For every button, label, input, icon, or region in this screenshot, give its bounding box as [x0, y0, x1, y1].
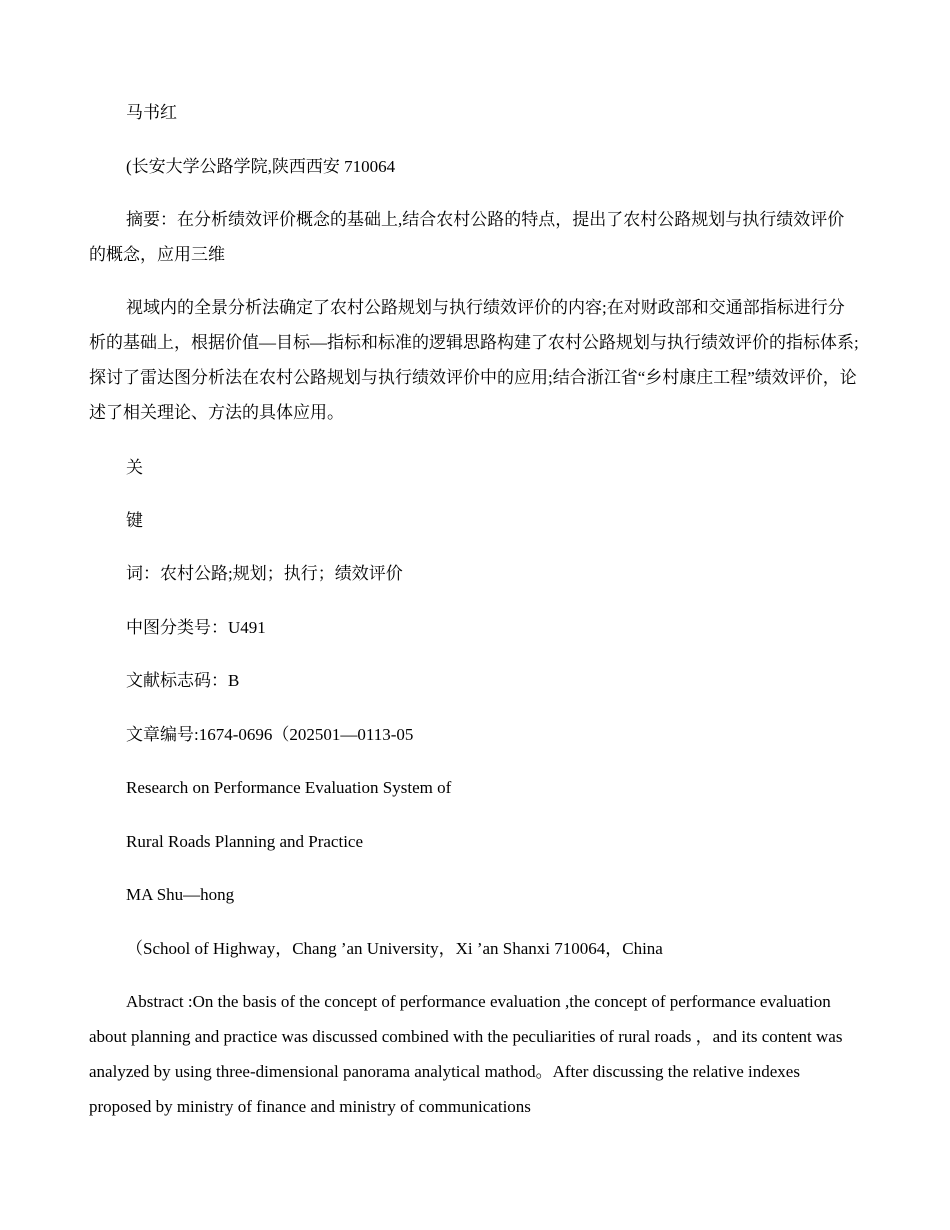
keywords-fragment-1: 关 [126, 458, 143, 477]
abstract-cn-part1: 摘要：在分析绩效评价概念的基础上,结合农村公路的特点，提出了农村公路规划与执行绩效评价的概念，应用三维 [89, 210, 845, 264]
affiliation-en: （School of Highway，Chang ’an University，Xi ’an Shanxi 710064，China [126, 939, 663, 958]
affiliation-cn: (长安大学公路学院,陕西西安 710064 [126, 157, 396, 176]
article-id: 文章编号:1674-0696（202501—0113-05 [126, 725, 414, 744]
abstract-cn-part2: 视域内的全景分析法确定了农村公路规划与执行绩效评价的内容;在对财政部和交通部指标进行分析的基础上，根据价值—目标—指标和标准的逻辑思路构建了农村公路规划与执行绩效评价的指标体系;探讨了雷达图分析法在农村公路规划与执行绩效评价中的应用;结合浙江省“乡村康庄工程”绩效评价，论述了相关理论、方法的具体应用。 [89, 298, 859, 422]
title-en-line1: Research on Performance Evaluation System of [126, 778, 452, 797]
clc-number: 中图分类号：U491 [126, 618, 266, 637]
author-name-cn: 马书红 [126, 103, 177, 122]
keywords-cn: 词：农村公路;规划；执行；绩效评价 [126, 564, 403, 583]
title-en-line2: Rural Roads Planning and Practice [126, 832, 364, 851]
document-code: 文献标志码：B [126, 671, 240, 690]
keywords-fragment-2: 键 [126, 511, 143, 530]
abstract-en: Abstract :On the basis of the concept of performance evaluation ,the concept of performance evaluation about planning and practice was discussed combined with the peculiarities of rural roads ，and its content was analyzed by using three-dimensional panorama analytical mathod。After discussing the relative indexes proposed by ministry of finance and ministry of communications [89, 992, 843, 1116]
author-name-en: MA Shu—hong [126, 885, 235, 904]
